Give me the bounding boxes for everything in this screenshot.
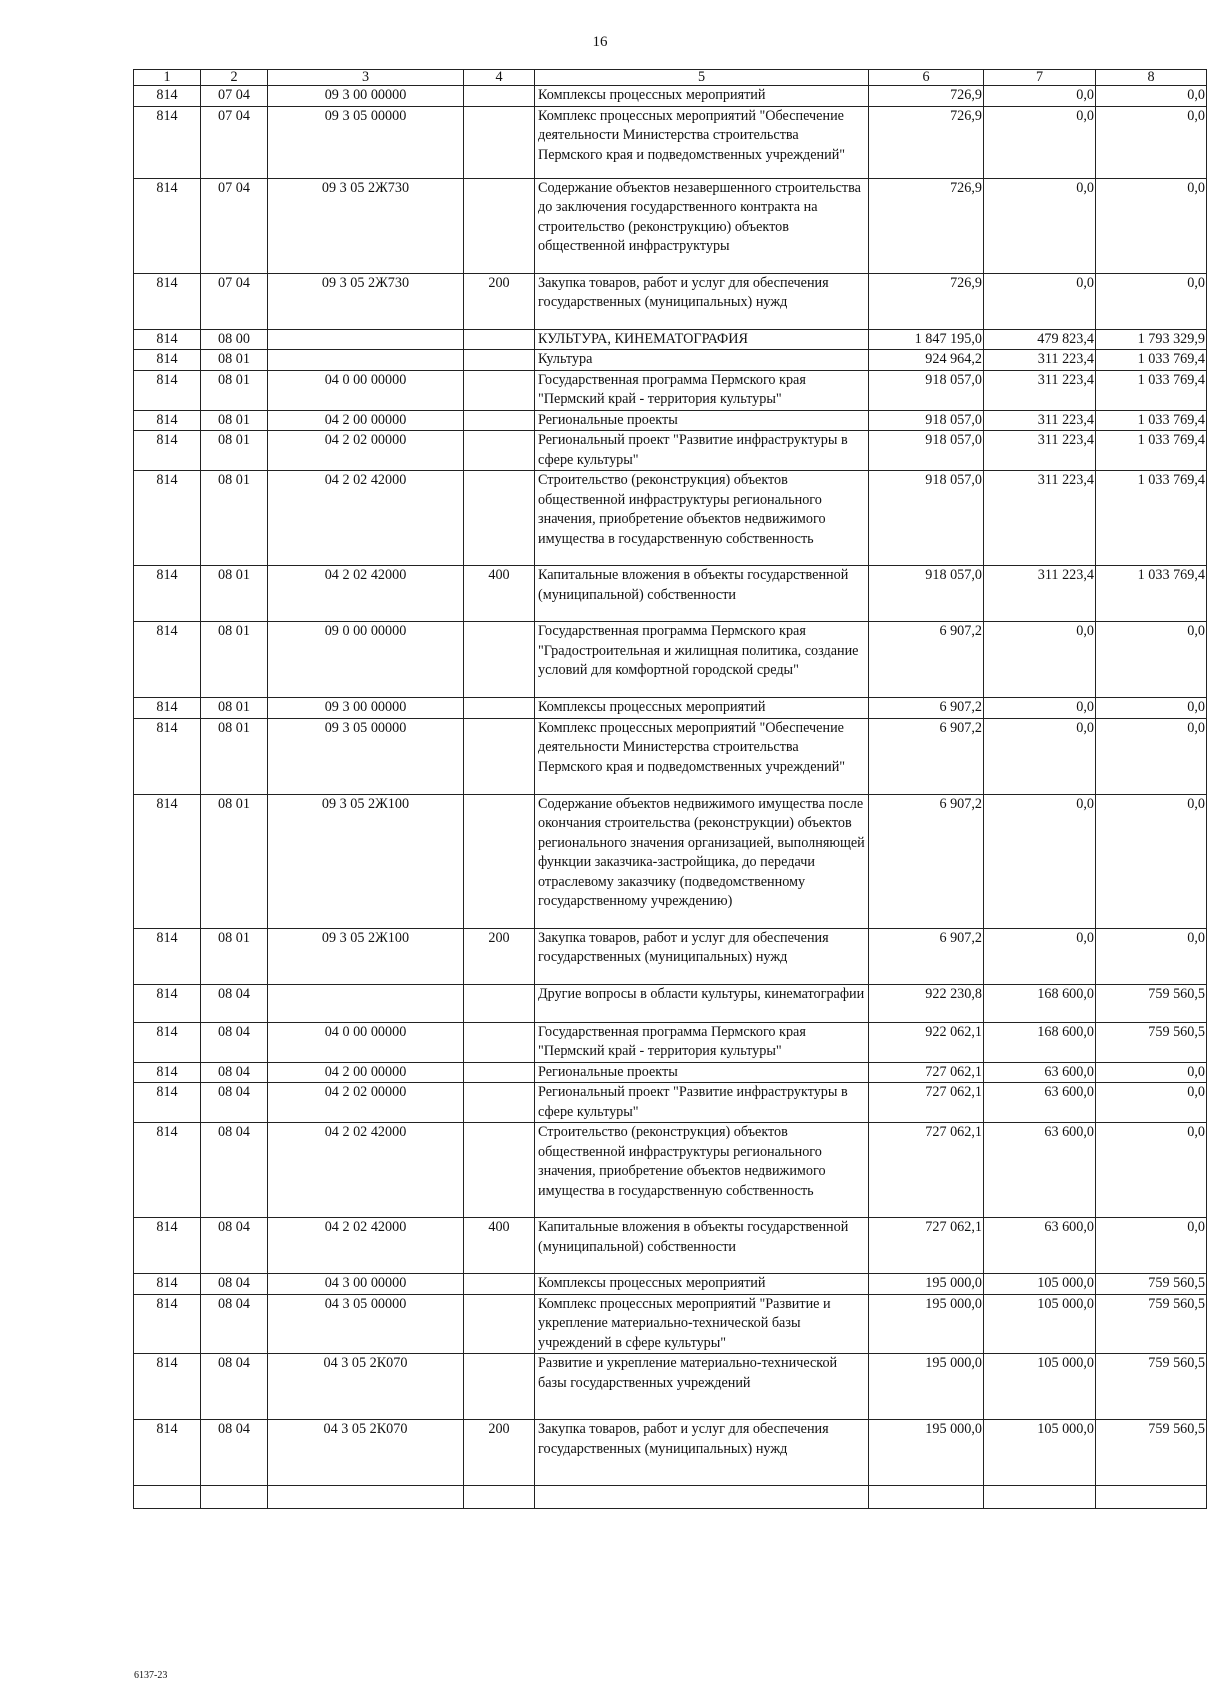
cell-description: Комплекс процессных мероприятий "Обеспечение деятельности Министерства строительства Пермского края и подведомственных учреждений" (535, 106, 869, 178)
cell-target-article (268, 350, 464, 371)
cell-amount-2026: 0,0 (1096, 1123, 1207, 1218)
cell-section-code: 08 01 (201, 370, 268, 410)
table-row (134, 1218, 1207, 1274)
cell-expense-type: 200 (464, 1420, 535, 1486)
cell-amount-2024: 918 057,0 (869, 370, 984, 410)
cell-target-article: 04 3 05 00000 (268, 1294, 464, 1354)
cell-section-code: 08 04 (201, 1022, 268, 1062)
cell-target-article: 09 3 05 2Ж730 (268, 178, 464, 273)
cell-amount-2024: 727 062,1 (869, 1123, 984, 1218)
cell-amount-2025: 0,0 (984, 86, 1096, 107)
cell-empty (134, 1486, 201, 1509)
cell-expense-type (464, 1274, 535, 1295)
column-header: 3 (268, 70, 464, 86)
table-row (134, 350, 1207, 371)
cell-amount-2024: 195 000,0 (869, 1354, 984, 1420)
table-row (134, 410, 1207, 431)
cell-amount-2024: 727 062,1 (869, 1062, 984, 1083)
cell-agency-code: 814 (134, 86, 201, 107)
table-row (134, 1062, 1207, 1083)
cell-expense-type (464, 1022, 535, 1062)
column-header: 7 (984, 70, 1096, 86)
cell-amount-2026: 1 033 769,4 (1096, 370, 1207, 410)
cell-expense-type (464, 106, 535, 178)
cell-section-code: 08 01 (201, 350, 268, 371)
table-row (134, 370, 1207, 410)
cell-description: Государственная программа Пермского края "Пермский край - территория культуры" (535, 1022, 869, 1062)
header-row (134, 70, 1207, 86)
cell-expense-type (464, 410, 535, 431)
cell-section-code: 08 01 (201, 431, 268, 471)
cell-agency-code: 814 (134, 1218, 201, 1274)
cell-description: Другие вопросы в области культуры, кинематографии (535, 984, 869, 1022)
cell-amount-2026: 0,0 (1096, 794, 1207, 928)
table-row (134, 431, 1207, 471)
cell-amount-2026: 0,0 (1096, 1218, 1207, 1274)
cell-target-article (268, 984, 464, 1022)
cell-amount-2026: 759 560,5 (1096, 1420, 1207, 1486)
cell-target-article: 04 3 05 2К070 (268, 1420, 464, 1486)
cell-amount-2024: 918 057,0 (869, 566, 984, 622)
cell-agency-code: 814 (134, 718, 201, 794)
cell-amount-2026: 0,0 (1096, 1062, 1207, 1083)
cell-amount-2024: 727 062,1 (869, 1083, 984, 1123)
cell-target-article: 04 3 00 00000 (268, 1274, 464, 1295)
cell-amount-2025: 0,0 (984, 106, 1096, 178)
cell-amount-2025: 311 223,4 (984, 410, 1096, 431)
table-row (134, 1274, 1207, 1295)
cell-description: Комплекс процессных мероприятий "Развитие и укрепление материально-технической базы учреждений в сфере культуры" (535, 1294, 869, 1354)
column-header: 6 (869, 70, 984, 86)
cell-amount-2025: 0,0 (984, 928, 1096, 984)
cell-amount-2025: 105 000,0 (984, 1420, 1096, 1486)
table-row (134, 1294, 1207, 1354)
cell-expense-type: 400 (464, 566, 535, 622)
cell-amount-2025: 63 600,0 (984, 1218, 1096, 1274)
cell-expense-type (464, 350, 535, 371)
table-row (134, 329, 1207, 350)
cell-empty (535, 1486, 869, 1509)
cell-amount-2025: 0,0 (984, 718, 1096, 794)
cell-description: КУЛЬТУРА, КИНЕМАТОГРАФИЯ (535, 329, 869, 350)
cell-amount-2024: 726,9 (869, 178, 984, 273)
cell-amount-2026: 0,0 (1096, 1083, 1207, 1123)
cell-description: Закупка товаров, работ и услуг для обеспечения государственных (муниципальных) нужд (535, 1420, 869, 1486)
cell-description: Комплексы процессных мероприятий (535, 86, 869, 107)
cell-expense-type (464, 698, 535, 719)
cell-description: Региональные проекты (535, 1062, 869, 1083)
cell-amount-2025: 105 000,0 (984, 1354, 1096, 1420)
cell-amount-2026: 0,0 (1096, 622, 1207, 698)
cell-amount-2026: 1 793 329,9 (1096, 329, 1207, 350)
cell-target-article: 09 3 00 00000 (268, 698, 464, 719)
cell-amount-2025: 63 600,0 (984, 1062, 1096, 1083)
budget-table (133, 69, 1207, 1509)
cell-target-article: 04 2 02 00000 (268, 1083, 464, 1123)
cell-target-article (268, 329, 464, 350)
cell-amount-2025: 168 600,0 (984, 984, 1096, 1022)
cell-agency-code: 814 (134, 1083, 201, 1123)
cell-agency-code: 814 (134, 350, 201, 371)
page-number: 16 (592, 34, 608, 50)
cell-amount-2025: 105 000,0 (984, 1274, 1096, 1295)
cell-amount-2025: 311 223,4 (984, 431, 1096, 471)
cell-amount-2025: 311 223,4 (984, 370, 1096, 410)
cell-expense-type: 200 (464, 928, 535, 984)
column-header: 2 (201, 70, 268, 86)
cell-section-code: 08 01 (201, 928, 268, 984)
cell-amount-2026: 759 560,5 (1096, 984, 1207, 1022)
cell-description: Капитальные вложения в объекты государственной (муниципальной) собственности (535, 566, 869, 622)
cell-agency-code: 814 (134, 370, 201, 410)
cell-description: Строительство (реконструкция) объектов общественной инфраструктуры регионального значения, приобретение объектов недвижимого имущества в государственную собственность (535, 471, 869, 566)
cell-amount-2024: 726,9 (869, 86, 984, 107)
table-row (134, 698, 1207, 719)
cell-section-code: 08 04 (201, 1083, 268, 1123)
cell-section-code: 08 04 (201, 1354, 268, 1420)
cell-amount-2026: 0,0 (1096, 106, 1207, 178)
cell-section-code: 08 04 (201, 1218, 268, 1274)
cell-description: Строительство (реконструкция) объектов общественной инфраструктуры регионального значения, приобретение объектов недвижимого имущества в государственную собственность (535, 1123, 869, 1218)
table-row (134, 471, 1207, 566)
cell-amount-2025: 105 000,0 (984, 1294, 1096, 1354)
cell-section-code: 08 00 (201, 329, 268, 350)
cell-description: Культура (535, 350, 869, 371)
table-row-empty (134, 1486, 1207, 1509)
document-code: 6137-23 (134, 1670, 168, 1681)
cell-section-code: 08 01 (201, 471, 268, 566)
cell-amount-2024: 6 907,2 (869, 698, 984, 719)
cell-target-article: 04 2 02 42000 (268, 1218, 464, 1274)
cell-amount-2024: 726,9 (869, 106, 984, 178)
cell-expense-type (464, 1123, 535, 1218)
cell-amount-2026: 759 560,5 (1096, 1294, 1207, 1354)
cell-amount-2025: 168 600,0 (984, 1022, 1096, 1062)
cell-expense-type: 400 (464, 1218, 535, 1274)
cell-agency-code: 814 (134, 984, 201, 1022)
cell-description: Региональный проект "Развитие инфраструктуры в сфере культуры" (535, 1083, 869, 1123)
cell-target-article: 04 2 00 00000 (268, 410, 464, 431)
cell-section-code: 07 04 (201, 106, 268, 178)
cell-amount-2026: 759 560,5 (1096, 1354, 1207, 1420)
cell-empty (268, 1486, 464, 1509)
cell-amount-2026: 0,0 (1096, 86, 1207, 107)
cell-target-article: 04 0 00 00000 (268, 370, 464, 410)
cell-description: Закупка товаров, работ и услуг для обеспечения государственных (муниципальных) нужд (535, 928, 869, 984)
cell-section-code: 07 04 (201, 273, 268, 329)
cell-description: Региональные проекты (535, 410, 869, 431)
cell-section-code: 08 04 (201, 1062, 268, 1083)
cell-amount-2024: 6 907,2 (869, 928, 984, 984)
cell-section-code: 08 01 (201, 410, 268, 431)
table-row (134, 984, 1207, 1022)
column-header: 1 (134, 70, 201, 86)
table-row (134, 1123, 1207, 1218)
cell-target-article: 09 3 05 2Ж100 (268, 794, 464, 928)
cell-section-code: 08 04 (201, 1123, 268, 1218)
cell-agency-code: 814 (134, 1354, 201, 1420)
cell-amount-2024: 918 057,0 (869, 410, 984, 431)
cell-amount-2026: 0,0 (1096, 178, 1207, 273)
cell-amount-2024: 922 230,8 (869, 984, 984, 1022)
cell-agency-code: 814 (134, 1420, 201, 1486)
cell-expense-type (464, 86, 535, 107)
cell-agency-code: 814 (134, 1123, 201, 1218)
cell-amount-2024: 727 062,1 (869, 1218, 984, 1274)
cell-target-article: 04 2 02 42000 (268, 471, 464, 566)
cell-expense-type (464, 794, 535, 928)
cell-target-article: 04 2 02 42000 (268, 566, 464, 622)
cell-amount-2024: 918 057,0 (869, 431, 984, 471)
cell-expense-type (464, 370, 535, 410)
cell-description: Государственная программа Пермского края "Пермский край - территория культуры" (535, 370, 869, 410)
cell-empty (869, 1486, 984, 1509)
cell-section-code: 08 01 (201, 566, 268, 622)
cell-agency-code: 814 (134, 1274, 201, 1295)
cell-description: Государственная программа Пермского края "Градостроительная и жилищная политика, создание условий для комфортной городской среды" (535, 622, 869, 698)
cell-agency-code: 814 (134, 698, 201, 719)
cell-empty (201, 1486, 268, 1509)
table-row (134, 928, 1207, 984)
cell-amount-2026: 1 033 769,4 (1096, 431, 1207, 471)
cell-amount-2024: 922 062,1 (869, 1022, 984, 1062)
cell-description: Содержание объектов недвижимого имущества после окончания строительства (реконструкции) объектов регионального значения организацией, выполняющей функции заказчика-застройщика, до передачи отраслевому заказчику (подведомственному государственному учреждению) (535, 794, 869, 928)
cell-section-code: 08 04 (201, 1420, 268, 1486)
cell-amount-2025: 0,0 (984, 273, 1096, 329)
table-row (134, 718, 1207, 794)
cell-description: Комплекс процессных мероприятий "Обеспечение деятельности Министерства строительства Пермского края и подведомственных учреждений" (535, 718, 869, 794)
cell-amount-2026: 1 033 769,4 (1096, 410, 1207, 431)
cell-amount-2025: 311 223,4 (984, 566, 1096, 622)
column-header: 4 (464, 70, 535, 86)
cell-amount-2025: 479 823,4 (984, 329, 1096, 350)
cell-section-code: 07 04 (201, 86, 268, 107)
cell-target-article: 09 3 05 2Ж730 (268, 273, 464, 329)
cell-section-code: 08 01 (201, 622, 268, 698)
table-row (134, 273, 1207, 329)
table-row (134, 1022, 1207, 1062)
cell-amount-2024: 6 907,2 (869, 622, 984, 698)
cell-section-code: 08 01 (201, 698, 268, 719)
cell-target-article: 09 3 05 00000 (268, 718, 464, 794)
cell-agency-code: 814 (134, 431, 201, 471)
cell-amount-2024: 195 000,0 (869, 1420, 984, 1486)
cell-empty (1096, 1486, 1207, 1509)
cell-target-article: 09 3 00 00000 (268, 86, 464, 107)
cell-description: Содержание объектов незавершенного строительства до заключения государственного контракта на строительство (реконструкцию) объектов общественной инфраструктуры (535, 178, 869, 273)
column-header: 8 (1096, 70, 1207, 86)
cell-amount-2026: 0,0 (1096, 273, 1207, 329)
cell-target-article: 04 2 02 00000 (268, 431, 464, 471)
cell-expense-type (464, 622, 535, 698)
cell-amount-2024: 6 907,2 (869, 794, 984, 928)
table-body (134, 86, 1207, 1509)
cell-expense-type (464, 178, 535, 273)
cell-amount-2026: 1 033 769,4 (1096, 566, 1207, 622)
cell-amount-2025: 311 223,4 (984, 350, 1096, 371)
cell-target-article: 04 3 05 2К070 (268, 1354, 464, 1420)
cell-amount-2024: 6 907,2 (869, 718, 984, 794)
cell-target-article: 09 0 00 00000 (268, 622, 464, 698)
cell-target-article: 04 0 00 00000 (268, 1022, 464, 1062)
cell-amount-2026: 1 033 769,4 (1096, 471, 1207, 566)
cell-expense-type (464, 1354, 535, 1420)
cell-section-code: 08 01 (201, 794, 268, 928)
table-row (134, 86, 1207, 107)
cell-target-article: 04 2 00 00000 (268, 1062, 464, 1083)
cell-agency-code: 814 (134, 928, 201, 984)
cell-section-code: 08 04 (201, 1294, 268, 1354)
cell-amount-2024: 1 847 195,0 (869, 329, 984, 350)
column-header: 5 (535, 70, 869, 86)
cell-description: Капитальные вложения в объекты государственной (муниципальной) собственности (535, 1218, 869, 1274)
table-row (134, 566, 1207, 622)
cell-expense-type (464, 1083, 535, 1123)
cell-amount-2025: 0,0 (984, 794, 1096, 928)
cell-expense-type (464, 431, 535, 471)
cell-agency-code: 814 (134, 1062, 201, 1083)
cell-description: Закупка товаров, работ и услуг для обеспечения государственных (муниципальных) нужд (535, 273, 869, 329)
cell-amount-2026: 1 033 769,4 (1096, 350, 1207, 371)
cell-amount-2024: 195 000,0 (869, 1274, 984, 1295)
cell-expense-type (464, 1062, 535, 1083)
cell-empty (984, 1486, 1096, 1509)
cell-description: Комплексы процессных мероприятий (535, 1274, 869, 1295)
cell-description: Развитие и укрепление материально-технической базы государственных учреждений (535, 1354, 869, 1420)
cell-amount-2026: 0,0 (1096, 718, 1207, 794)
cell-expense-type (464, 471, 535, 566)
cell-amount-2025: 0,0 (984, 698, 1096, 719)
cell-amount-2025: 0,0 (984, 178, 1096, 273)
cell-amount-2024: 195 000,0 (869, 1294, 984, 1354)
cell-amount-2025: 0,0 (984, 622, 1096, 698)
table-row (134, 1083, 1207, 1123)
cell-amount-2024: 924 964,2 (869, 350, 984, 371)
cell-amount-2026: 759 560,5 (1096, 1022, 1207, 1062)
cell-target-article: 09 3 05 2Ж100 (268, 928, 464, 984)
cell-amount-2025: 63 600,0 (984, 1123, 1096, 1218)
cell-amount-2026: 759 560,5 (1096, 1274, 1207, 1295)
cell-target-article: 04 2 02 42000 (268, 1123, 464, 1218)
cell-expense-type (464, 984, 535, 1022)
cell-amount-2026: 0,0 (1096, 698, 1207, 719)
table-row (134, 794, 1207, 928)
table-row (134, 106, 1207, 178)
cell-agency-code: 814 (134, 329, 201, 350)
cell-amount-2025: 63 600,0 (984, 1083, 1096, 1123)
cell-section-code: 08 04 (201, 984, 268, 1022)
cell-agency-code: 814 (134, 622, 201, 698)
cell-agency-code: 814 (134, 566, 201, 622)
cell-target-article: 09 3 05 00000 (268, 106, 464, 178)
cell-section-code: 08 01 (201, 718, 268, 794)
table-row (134, 178, 1207, 273)
cell-amount-2024: 918 057,0 (869, 471, 984, 566)
table-row (134, 1420, 1207, 1486)
cell-description: Комплексы процессных мероприятий (535, 698, 869, 719)
cell-agency-code: 814 (134, 471, 201, 566)
cell-expense-type (464, 1294, 535, 1354)
cell-amount-2025: 311 223,4 (984, 471, 1096, 566)
cell-expense-type (464, 329, 535, 350)
cell-agency-code: 814 (134, 178, 201, 273)
cell-section-code: 08 04 (201, 1274, 268, 1295)
cell-amount-2026: 0,0 (1096, 928, 1207, 984)
cell-agency-code: 814 (134, 273, 201, 329)
cell-section-code: 07 04 (201, 178, 268, 273)
cell-expense-type (464, 718, 535, 794)
table-row (134, 1354, 1207, 1420)
cell-agency-code: 814 (134, 106, 201, 178)
cell-agency-code: 814 (134, 410, 201, 431)
cell-amount-2024: 726,9 (869, 273, 984, 329)
cell-description: Региональный проект "Развитие инфраструктуры в сфере культуры" (535, 431, 869, 471)
cell-agency-code: 814 (134, 1294, 201, 1354)
cell-agency-code: 814 (134, 1022, 201, 1062)
cell-agency-code: 814 (134, 794, 201, 928)
cell-expense-type: 200 (464, 273, 535, 329)
cell-empty (464, 1486, 535, 1509)
table-row (134, 622, 1207, 698)
